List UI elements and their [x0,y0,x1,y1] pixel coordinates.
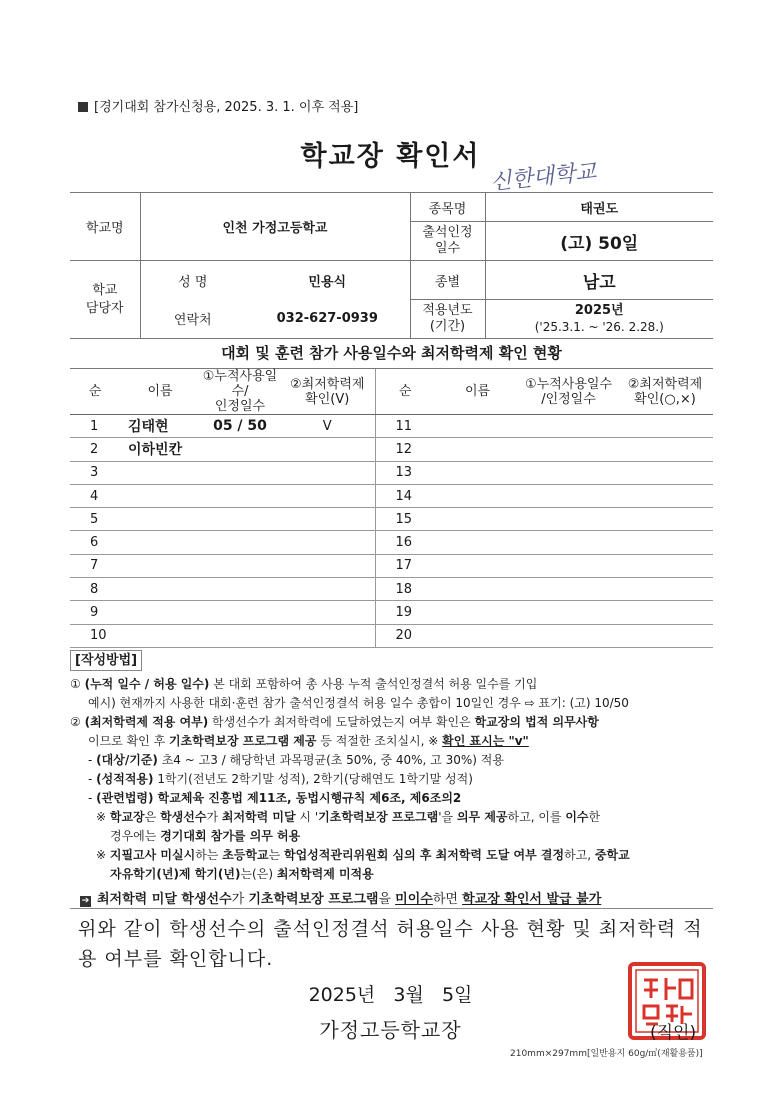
i9b: 경기대회 참가를 의무 허용 [160,829,301,843]
row-days: 05 / 50 [200,415,280,438]
i10a: ※ [96,848,110,862]
name-value: 민용식 [245,261,410,300]
instruction-note-2-cont [70,865,730,884]
row-name [120,484,200,507]
i1c: 본 대회 포함하여 총 사용 누적 출석인정결석 허용 일수를 기입 [209,677,538,691]
row-days [200,601,280,624]
form-note-text: [경기대회 참가신청용, 2025. 3. 1. 이후 적용] [94,100,359,115]
row-check [280,578,375,601]
row-name [120,601,200,624]
year-label-line1: 적용년도 [422,303,473,318]
row-name-right [435,438,520,461]
row-no-right: 19 [375,601,435,624]
i11c: 최저학력제 미적용 [276,867,374,881]
row-no-right: 13 [375,461,435,484]
instructions-heading: [작성방법] [70,650,142,671]
i11b: 는(은) [240,867,277,881]
row-no: 6 [70,531,120,554]
warn-g: 학교장 확인서 발급 불가 [462,892,602,907]
row-check: V [280,415,375,438]
name-label: 성 명 [140,261,245,300]
i8a: ※ [96,810,110,824]
form-note [78,96,358,115]
col-no-right: 순 [375,369,435,415]
table-row [70,508,713,531]
warn-a: 최저학력 미달 학생선수 [97,892,232,907]
col-check-line1: ②최저학력제 [290,376,365,392]
i10h: 중학교 [594,848,630,862]
instruction-1 [70,675,730,694]
type-label: 종별 [410,261,485,300]
row-name-right [435,461,520,484]
row-days-right [520,461,617,484]
row-no-right: 16 [375,531,435,554]
i8e: 가 [206,810,222,824]
principal-signature: 가정고등학교장 [319,1018,462,1042]
table-row [70,624,713,647]
i8g: 시 ' [295,810,319,824]
warning-line [80,888,601,907]
info-table [70,192,713,339]
row-check [280,624,375,647]
row-check-right [617,484,713,507]
row-check [280,554,375,577]
i5c: 초4 ~ 고3 / 해당학년 과목평균(초 50%, 중 40%, 고 30%) 적용 [157,753,504,767]
i3c: 학생선수가 최저학력에 도달하였는지 여부 확인은 [208,715,475,729]
divider [70,908,713,909]
i6a: - [88,772,97,786]
table-row [70,484,713,507]
col-days-right-line2: /인정일수 [541,391,596,407]
row-days-right [520,531,617,554]
row-name-right [435,415,520,438]
row-no: 1 [70,415,120,438]
row-no-right: 12 [375,438,435,461]
i8j: 의무 제공 [456,810,508,824]
warn-e: 미이수 [395,892,433,907]
i6b: (성적적용) [96,772,154,786]
row-days-right [520,601,617,624]
col-days-right [520,369,617,415]
row-days-right [520,624,617,647]
row-name-right [435,578,520,601]
table-row [70,578,713,601]
i4a: 이므로 확인 후 [88,734,169,748]
row-check [280,484,375,507]
row-no-right: 18 [375,578,435,601]
row-check-right [617,578,713,601]
instruction-note-1 [70,808,730,827]
year-value: 2025년 [574,303,624,318]
i9a: 경우에는 [110,829,161,843]
i8d: 학생선수 [160,810,207,824]
col-name-right: 이름 [435,369,520,415]
row-name [120,578,200,601]
i8c: 은 [144,810,161,824]
i5b: (대상/기준) [96,753,158,767]
event-value: 태권도 [485,193,713,222]
row-no: 10 [70,624,120,647]
col-check [280,369,375,415]
arrow-box-icon: ➔ [81,896,90,906]
col-name: 이름 [120,369,200,415]
row-name-right [435,554,520,577]
row-days-right [520,554,617,577]
year-value-cell [485,300,713,339]
col-check-right [617,369,713,415]
row-check-right [617,508,713,531]
row-days-right [520,438,617,461]
contact-value: 032-627-0939 [245,300,410,339]
table-row [70,554,713,577]
i4d: 확인 표시는 "v" [442,734,529,748]
table-row [70,601,713,624]
row-name [120,554,200,577]
instruction-note-1-cont [70,827,730,846]
year-label-line2: (기간) [429,319,466,334]
row-days-right [520,415,617,438]
i10e: 는 [268,848,284,862]
row-no: 2 [70,438,120,461]
instruction-2 [70,713,730,732]
row-name: 이하빈칸 [120,438,200,461]
writing-instructions [70,650,730,884]
school-value: 인천 가정고등학교 [140,193,410,261]
col-check-right-line1: ②최저학력제 [627,376,703,392]
row-name-right [435,531,520,554]
attend-label [410,222,485,261]
i6c: 1학기(전년도 2학기말 성적), 2학기(당해연도 1학기말 성적) [153,772,473,786]
row-check [280,461,375,484]
handwritten-note: 신한대학교 [489,159,598,196]
row-days [200,484,280,507]
warn-d: 을 [378,892,396,907]
row-days [200,438,280,461]
col-days-line2: 인정일수 [214,399,266,414]
staff-label [70,261,140,339]
row-check-right [617,601,713,624]
i5a: - [88,753,97,767]
i3b: (최저학력제 적용 여부) [84,715,209,729]
period-value: ('25.3.1. ~ '26. 2.28.) [534,320,664,334]
row-name [120,531,200,554]
row-check [280,438,375,461]
i8f: 최저학력 미달 [221,810,296,824]
i4c: 등 적절한 조치실시, ※ [316,734,443,748]
row-days-right [520,484,617,507]
col-days [200,369,280,415]
row-name [120,624,200,647]
row-no-right: 20 [375,624,435,647]
i8h: 기초학력보장 프로그램 [318,810,439,824]
row-no-right: 15 [375,508,435,531]
row-name [120,508,200,531]
row-name-right [435,508,520,531]
col-no: 순 [70,369,120,415]
row-check-right [617,624,713,647]
row-days [200,461,280,484]
i10b: 지필고사 미실시 [109,848,196,862]
instruction-target [70,751,730,770]
row-check-right [617,415,713,438]
table-row [70,415,713,438]
instruction-law [70,789,730,808]
row-name-right [435,601,520,624]
i7b: (관련법령) 학교체육 진흥법 제11조, 동법시행규칙 제6조, 제6조의2 [96,791,462,805]
school-label: 학교명 [70,193,140,261]
row-check [280,531,375,554]
row-no-right: 17 [375,554,435,577]
i1b: (누적 일수 / 허용 일수) [84,677,210,691]
table-row [70,461,713,484]
col-check-line2: 확인(V) [305,391,350,407]
row-no: 3 [70,461,120,484]
row-check [280,508,375,531]
i8b: 학교장 [109,810,145,824]
confirmation-text: 위와 같이 학생선수의 출석인정결석 허용일수 사용 현황 및 최저학력 적용 여부를 확인합니다. [78,918,703,970]
roster-table [70,368,713,648]
table-row [70,531,713,554]
i11a: 자유학기(년)제 학기(년) [110,867,241,881]
row-name: 김태현 [120,415,200,438]
i4b: 기초학력보장 프로그램 제공 [169,734,317,748]
row-check-right [617,461,713,484]
issue-date: 2025년 3월 5일 [308,984,473,1006]
event-label: 종목명 [410,193,485,222]
i10c: 하는 [195,848,223,862]
row-name-right [435,484,520,507]
warn-c: 기초학력보장 프로그램 [248,892,379,907]
row-no: 9 [70,601,120,624]
i3d: 학교장의 법적 의무사항 [474,715,599,729]
row-days [200,624,280,647]
row-days-right [520,578,617,601]
row-no-right: 14 [375,484,435,507]
row-days [200,508,280,531]
i1a: ① [70,677,85,691]
row-no: 5 [70,508,120,531]
row-days [200,531,280,554]
paper-spec: 210mm×297mm[일반용지 60g/㎡(재활용품)] [510,1049,703,1059]
i10f: 학업성적관리위원회 심의 후 최저학력 도달 여부 결정 [284,848,565,862]
table-row [70,438,713,461]
warn-f: 하면 [432,892,463,907]
row-days [200,554,280,577]
i7a: - [88,791,97,805]
i8k: 하고, 이를 [507,810,566,824]
warn-b: 가 [231,892,249,907]
col-check-right-line2: 확인(○,×) [634,391,696,407]
i8m: 한 [588,810,601,824]
contact-label: 연락처 [140,300,245,339]
row-days [200,578,280,601]
staff-label-line2: 담당자 [85,300,124,316]
instruction-1-example: 예시) 현재까지 사용한 대회·훈련 참가 출석인정결석 허용 일수 총합이 10일인 경우 ⇨ 표기: (고) 10/50 [88,696,629,710]
row-days-right [520,508,617,531]
instruction-grades [70,770,730,789]
attend-value: (고) 50일 [485,222,713,261]
type-value: 남고 [485,261,713,300]
row-check-right [617,554,713,577]
row-name-right [435,624,520,647]
i8i: '을 [438,810,457,824]
attend-label-line2: 일수 [434,241,461,256]
i10d: 초등학교 [222,848,269,862]
staff-label-line1: 학교 [92,282,118,298]
page-title: 학교장 확인서 [300,141,481,172]
i3a: ② [70,715,85,729]
attend-label-line1: 출석인정 [422,225,473,240]
row-no: 8 [70,578,120,601]
row-check-right [617,438,713,461]
row-check [280,601,375,624]
square-bullet-icon [78,102,88,112]
row-check-right [617,531,713,554]
roster-title: 대회 및 훈련 참가 사용일수와 최저학력제 확인 현황 [221,344,562,362]
row-no-right: 11 [375,415,435,438]
i8l: 이수 [565,810,589,824]
i10g: 하고, [564,848,595,862]
row-no: 7 [70,554,120,577]
seal-label: (직인) [650,1023,697,1043]
row-no: 4 [70,484,120,507]
col-days-line1: ①누적사용일수/ [202,369,278,399]
instruction-2-cont [70,732,730,751]
year-label [410,300,485,339]
col-days-right-line1: ①누적사용일수 [524,376,612,392]
instruction-note-2 [70,846,730,865]
row-name [120,461,200,484]
